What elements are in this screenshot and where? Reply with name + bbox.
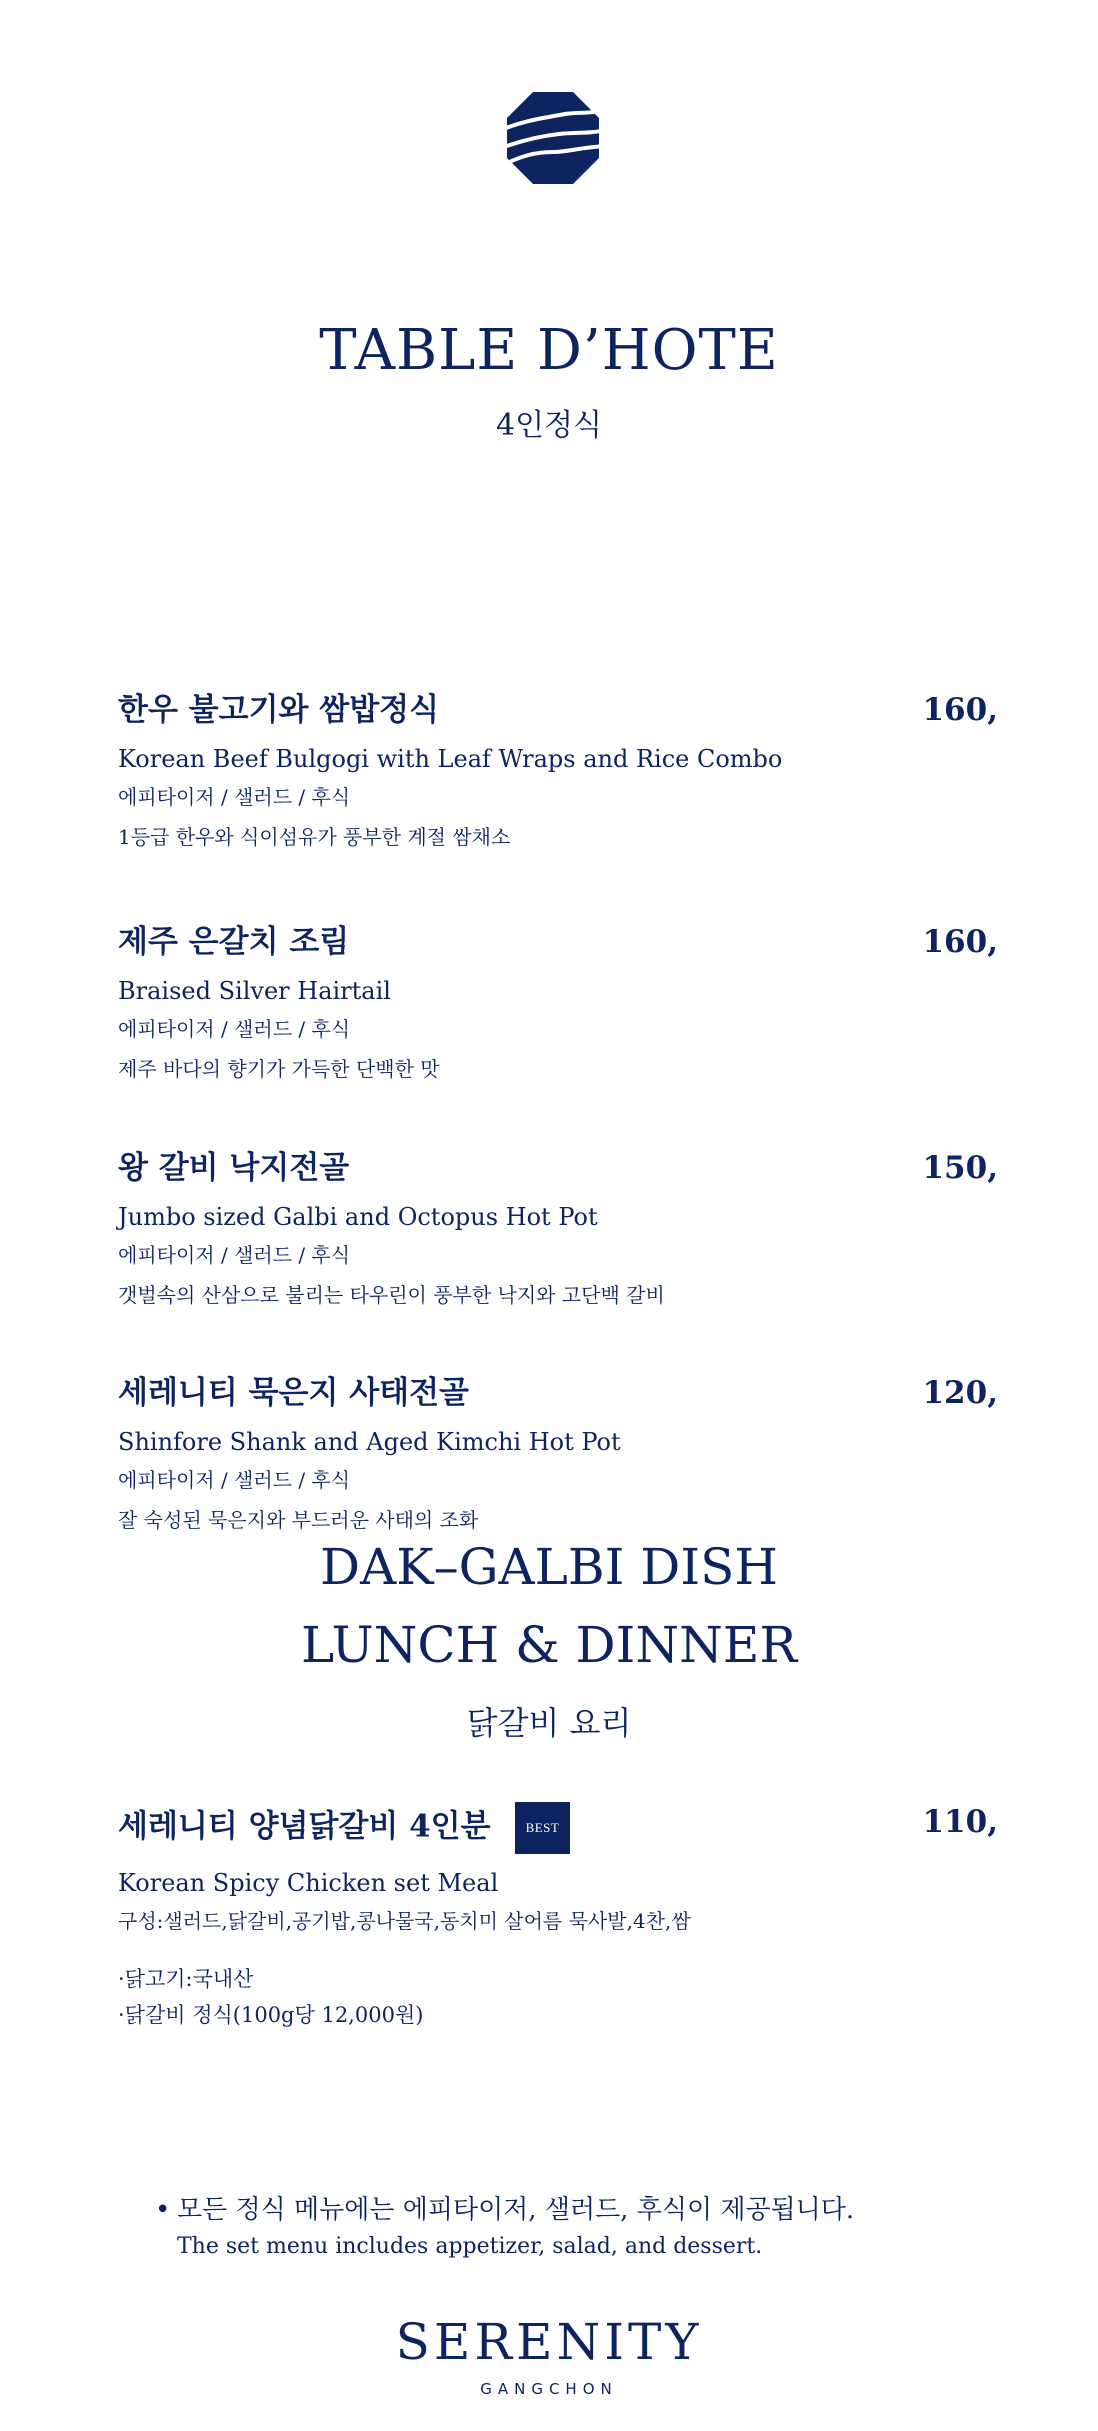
menu-item-course: 에피타이저 / 샐러드 / 후식 [118,1243,351,1267]
menu-item-course: 에피타이저 / 샐러드 / 후식 [118,785,351,809]
section-title: DAK–GALBI DISH [320,1538,778,1596]
menu-item-description: 제주 바다의 향기가 가득한 단백한 맛 [118,1057,440,1081]
menu-item-english: Jumbo sized Galbi and Octopus Hot Pot [118,1203,598,1231]
menu-item [118,1148,998,1310]
menu-item [118,1373,998,1535]
bullet-icon: • [155,2195,171,2225]
best-badge: BEST [515,1802,571,1854]
menu-item-description: 갯벌속의 산삼으로 불리는 타우린이 풍부한 낙지와 고단백 갈비 [118,1283,665,1307]
section-subtitle: 닭갈비 요리 [466,1704,632,1742]
menu-item [118,922,998,1084]
menu-item-price: 160, [922,924,998,960]
brand-location: GANGCHON [480,2380,618,2398]
menu-item-name-row [118,1802,998,1854]
set-menu-note [155,2190,854,2264]
brand-logo [0,2312,1098,2398]
menu-item-english: Braised Silver Hairtail [118,977,391,1005]
brand-name: SERENITY [395,2313,703,2371]
menu-item-name: 세레니티 묵은지 사태전골 [118,1375,469,1411]
menu-item-name: 세레니티 양념닭갈비 4인분 [118,1808,491,1845]
price-note: ·닭갈비 정식(100g당 12,000원) [118,2003,424,2027]
menu-item-course: 에피타이저 / 샐러드 / 후식 [118,1017,351,1041]
origin-note: ·닭고기:국내산 [118,1967,254,1991]
note-korean: 모든 정식 메뉴에는 에피타이저, 샐러드, 후식이 제공됩니다. [177,2195,855,2225]
page-subtitle: 4인정식 [495,408,603,443]
note-english: The set menu includes appetizer, salad, and dessert. [177,2234,763,2259]
menu-item-english: Shinfore Shank and Aged Kimchi Hot Pot [118,1428,621,1456]
menu-item-name: 한우 불고기와 쌈밥정식 [118,692,440,728]
menu-item [118,1802,998,1936]
octagon-waves-logo-icon [505,90,601,186]
menu-item-price: 160, [922,692,998,728]
menu-item-description: 잘 숙성된 묵은지와 부드러운 사태의 조화 [118,1508,479,1532]
menu-item-price: 110, [922,1804,998,1840]
menu-item [118,690,998,852]
menu-item-price: 120, [922,1375,998,1411]
section-title: LUNCH & DINNER [301,1616,797,1674]
page-title: TABLE D’HOTE [319,318,779,383]
menu-item-name: 왕 갈비 낙지전골 [118,1150,350,1186]
menu-item-description: 1등급 한우와 식이섬유가 풍부한 계절 쌈채소 [118,825,511,849]
menu-item-name: 제주 은갈치 조림 [118,924,350,960]
menu-item-price: 150, [922,1150,998,1186]
menu-item-composition: 구성:샐러드,닭갈비,공기밥,콩나물국,동치미 살어름 묵사발,4찬,쌈 [118,1909,691,1933]
menu-item-course: 에피타이저 / 샐러드 / 후식 [118,1468,351,1492]
menu-item-english: Korean Spicy Chicken set Meal [118,1869,499,1897]
menu-item-english: Korean Beef Bulgogi with Leaf Wraps and Rice Combo [118,745,783,773]
